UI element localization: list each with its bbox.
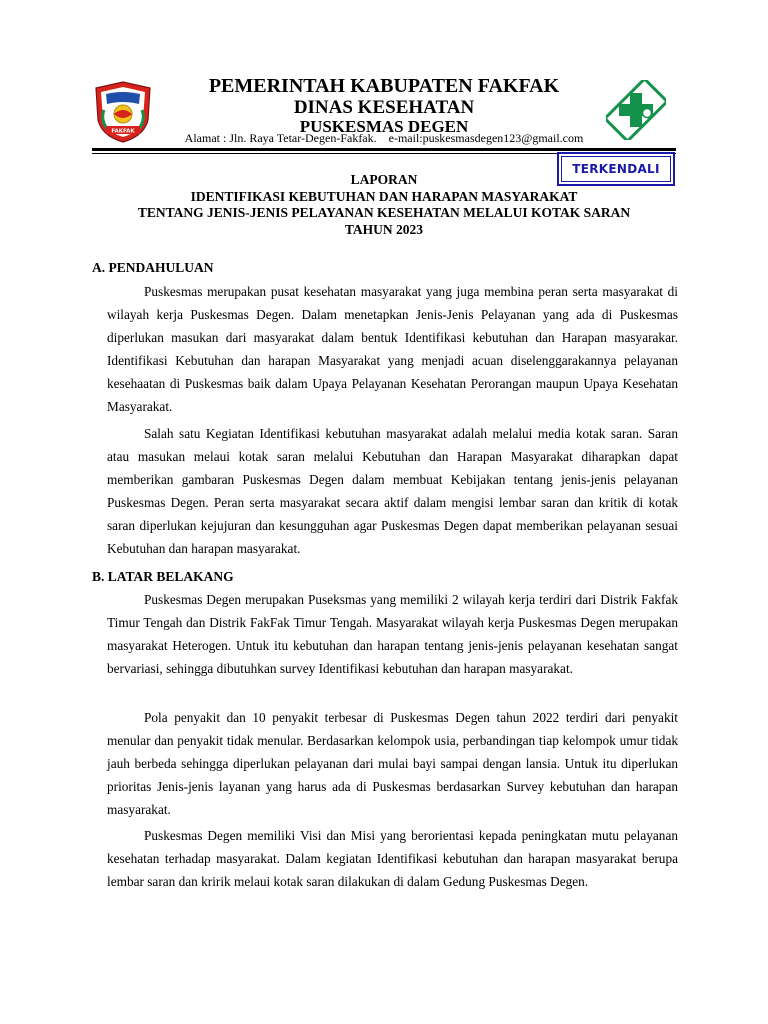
paragraph: Puskesmas merupakan pusat kesehatan masyarakat yang juga membina peran serta masyarakat di wilayah kerja Puskesmas Degen. Dalam menetapkan Jenis-Jenis Pelayanan yang ada di Puskesmas diperlukan masukan dari masyarakat dalam bentuk Identifikasi kebutuhan dan Harapan masyarakar. Identifikasi Kebutuhan dan harapan Masyarakat yang menjadi acuan diselenggarakannya pelayanan kesehaatan di Puskesmas baik dalam Upaya Pelayanan Kesehatan Perorangan maupun Upaya Kesehatan Masyarakat. [107, 284, 678, 414]
puskesmas-name: PUSKESMAS DEGEN [299, 117, 469, 136]
report-title [92, 172, 676, 238]
department-name: DINAS KESEHATAN [293, 97, 475, 118]
title-line-1: LAPORAN [350, 172, 418, 187]
emblem-banner-text: FAKFAK [111, 128, 135, 135]
title-line-3: TENTANG JENIS-JENIS PELAYANAN KESEHATAN MELALUI KOTAK SARAN [137, 205, 631, 220]
title-line-2: IDENTIFIKASI KEBUTUHAN DAN HARAPAN MASYARAKAT [190, 188, 578, 204]
title-line-4: TAHUN 2023 [344, 221, 424, 237]
paragraph: Puskesmas Degen memiliki Visi dan Misi yang berorientasi kepada peningkatan mutu pelayanan kesehatan terhadap masyarakat. Dalam kegiatan Identifikasi kebutuhan dan harapan masyarakat berupa lembar saran dan kririk melaui kotak saran dilakukan di dalam Gedung Puskesmas Degen. [107, 828, 678, 889]
section-heading-latar-belakang: B. LATAR BELAKANG [92, 569, 234, 584]
stamp-text: TERKENDALI [561, 156, 671, 182]
email-text: e-mail:puskesmasdegen123@gmail.com [388, 131, 584, 145]
letterhead-address-line [160, 130, 608, 146]
health-logo [606, 80, 666, 140]
paragraph: Puskesmas Degen merupakan Puseksmas yang memiliki 2 wilayah kerja terdiri dari Distrik Fakfak Timur Tengah dan Distrik FakFak Timur Tengah. Masyarakat wilayah kerja Puskesmas Degen merupakan masyarakat Heterogen. Untuk itu kebutuhan dan harapan tentang jenis-jenis pelayanan kesehatan sangat bervariasi, sehingga dibutuhkan survey Identifikasi kebutuhan dan harapan masyarakat. [107, 592, 678, 676]
letterhead-rule-thick [92, 148, 676, 151]
address-text: Alamat : Jln. Raya Tetar-Degen-Fakfak. [184, 131, 377, 145]
paragraph: Pola penyakit dan 10 penyakit terbesar di Puskesmas Degen tahun 2022 terdiri dari penyakit menular dan penyakit tidak menular. Berdasarkan kelompok usia, perbandingan tiap kelompok umur tidak jauh berbeda sehingga diperlukan pelayanan dari mulai bayi sampai dengan lansia. Untuk itu diperlukan prioritas Jenis-jenis layanan yang harus ada di Puskesmas berdasarkan Survey kebutuhan dan harapan masyarakat. [107, 710, 678, 817]
government-name: PEMERINTAH KABUPATEN FAKFAK [208, 75, 560, 97]
section-heading-pendahuluan: A. PENDAHULUAN [92, 260, 214, 275]
regency-shield-emblem-icon [92, 80, 154, 144]
green-cross-health-icon [606, 80, 666, 140]
regency-emblem-logo [92, 80, 154, 144]
letterhead-text [160, 74, 608, 136]
paragraph: Salah satu Kegiatan Identifikasi kebutuhan masyarakat adalah melalui media kotak saran. Saran atau masukan melaui kotak saran melalui Kebutuhan dan Harapan Masyarakat diharapkan dapat memberikan gambaran Puskesmas Degen dalam membuat Kebijakan tentang jenis-jenis pelayanan Puskesmas Degen. Peran serta masyarakat secara aktif dalam mengisi lembar saran dan kritik di kotak saran diperlukan kejujuran dan kesungguhan agar Puskesmas Degen dapat memberikan pelayanan sesuai Kebutuhan dan harapan masyarakat. [107, 426, 678, 556]
